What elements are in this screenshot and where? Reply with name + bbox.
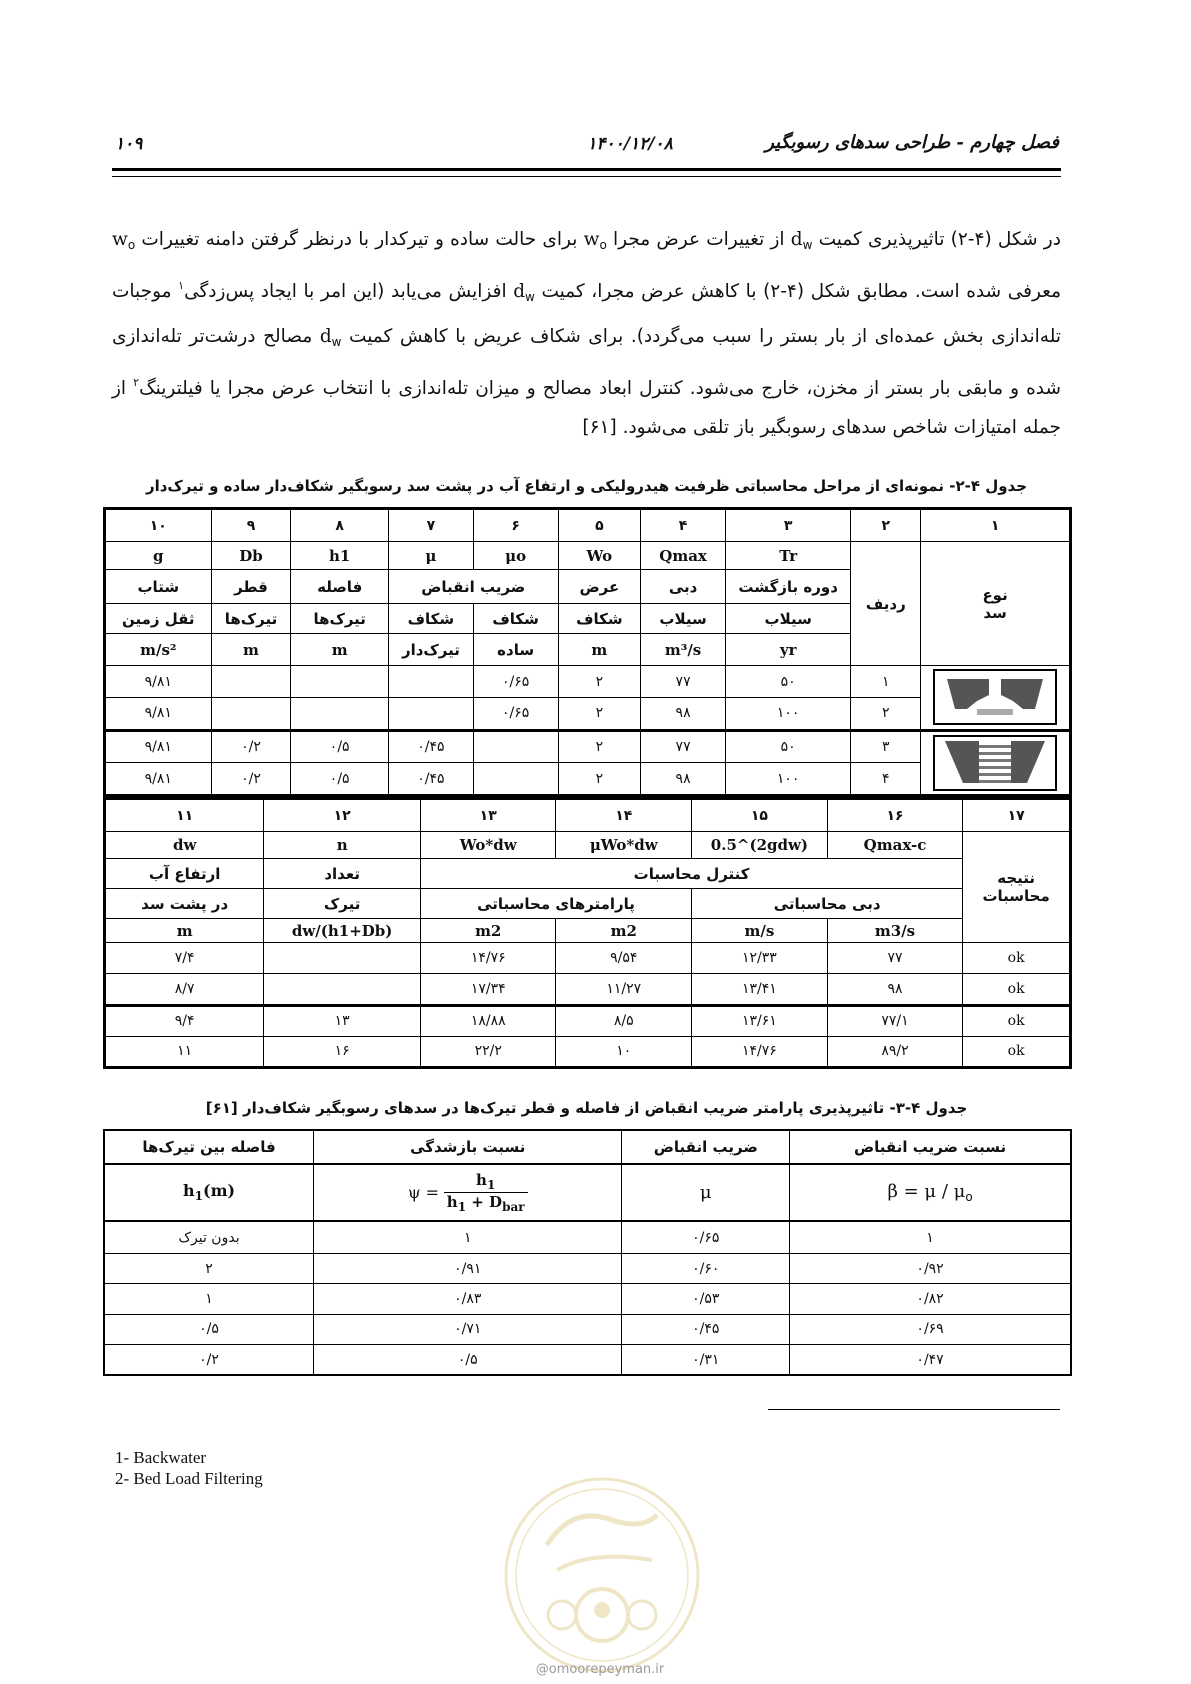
col-number: ۱۰ (105, 509, 212, 542)
table-header-row (104, 1130, 1071, 1164)
table-row (105, 1036, 1071, 1067)
result-label: نتیجه (997, 869, 1036, 888)
table-symbol-row (105, 832, 1071, 859)
symbol-beta: β = μ / μ (887, 1180, 966, 1202)
header-contraction-ratio: نسبت ضریب انقباض (790, 1130, 1071, 1164)
table-cell: ۰/۸۳ (314, 1284, 622, 1314)
table-cell (264, 974, 421, 1005)
header-discharge: دبی (641, 569, 726, 603)
table-cell: ۱۷/۳۴ (420, 974, 556, 1005)
para-text: از تغییرات عرض مجرا (606, 229, 791, 250)
symbol-h1-unit: (m) (203, 1181, 236, 1201)
table-row (104, 1345, 1071, 1375)
table-cell: ۰/۳۱ (622, 1345, 790, 1375)
table-cell: ۰/۷۱ (314, 1314, 622, 1344)
para-text: موجبات تله‌اندازی بخش عمده‌ای از بار بستر را سبب می‌گردد). برای شکاف عریض با کاهش کمیت (112, 280, 1061, 347)
header-contraction-coefficient: ضریب انقباض (389, 569, 559, 603)
header-return-period: دوره بازگشت (725, 569, 850, 603)
header-gravity: شتاب (105, 569, 212, 603)
table-cell: ۱ (851, 666, 921, 698)
page-number: ۱۰۹ (115, 134, 143, 154)
header-simple-slot: ساده (473, 634, 558, 666)
symbol-dw: d (319, 326, 332, 347)
header-rule (112, 168, 1061, 177)
formula-psi (314, 1164, 622, 1222)
symbol-h1: h1 (291, 542, 389, 570)
footnote-ref-1[interactable]: ۱ (178, 278, 185, 292)
table-header-row (105, 859, 1071, 889)
header-beam-count: تعداد (264, 859, 421, 889)
unit-cell: m2 (420, 919, 556, 943)
table-cell: ۱۳ (264, 1005, 421, 1036)
header-computed-flow: دبی محاسباتی (692, 889, 963, 919)
table-cell: ۷۷/۱ (827, 1005, 962, 1036)
symbol-mu: μ (389, 542, 474, 570)
para-text: برای حالت ساده و تیرکدار با درنظر گرفتن دامنه تغییرات (135, 229, 584, 250)
table-cell: ۱۶ (264, 1036, 421, 1067)
header-computed-parameters: پارامترهای محاسباتی (420, 889, 691, 919)
table-cell: ۸/۵ (556, 1005, 692, 1036)
header-width: شکاف (558, 604, 641, 634)
table-cell: ۰/۲ (104, 1345, 314, 1375)
table-cell (389, 666, 474, 698)
table-cell: ۰/۸۲ (790, 1284, 1071, 1314)
header-simple-slot: شکاف (473, 604, 558, 634)
symbol-dw-sub: w (525, 289, 535, 304)
result-header (963, 832, 1071, 943)
table-cell: ۱۸/۸۸ (420, 1005, 556, 1036)
table-cell: ۹/۸۱ (105, 698, 212, 730)
header-return-period: سیلاب (725, 604, 850, 634)
header-beam-slot: شکاف (389, 604, 474, 634)
formula-beta (790, 1164, 1071, 1222)
num-sub: 1 (486, 1177, 496, 1192)
symbol-wo-sub: o (127, 238, 136, 252)
result-label: محاسبات (982, 887, 1050, 906)
table-4-3 (103, 1129, 1072, 1376)
watermark-url: @omoorepeyman.ir (535, 1662, 665, 1677)
fraction (444, 1171, 528, 1214)
col-number: ۱۱ (105, 799, 264, 832)
symbol-dw-sub: w (331, 335, 342, 349)
chapter-title: فصل چهارم - طراحی سدهای رسوبگیر (765, 132, 1059, 153)
header-beam-count: تیرک (264, 889, 421, 919)
header-opening-ratio: نسبت بازشدگی (314, 1130, 622, 1164)
dam-type-label: سد (983, 603, 1007, 622)
symbol-db: Db (211, 542, 291, 570)
table-cell: ۹/۸۱ (105, 666, 212, 698)
col-number: ۱۵ (692, 799, 828, 832)
unit-cell: m/s² (105, 634, 212, 666)
table-4-3-caption: جدول ۴-۳- تاثیرپذیری پارامتر ضریب انقباض از فاصله و قطر تیرک‌ها در سدهای رسوبگیر شکاف‌دار [۶۱] (205, 1099, 968, 1117)
table-cell: ۲ (558, 698, 641, 730)
col-number: ۴ (641, 509, 726, 542)
table-cell: ۰/۴۵ (389, 763, 474, 796)
para-text: مصالح درشت‌تر تله‌اندازی شده و مابقی بار بستر از مخزن، خارج می‌شود. کنترل ابعاد مصالح و میزان تله‌اندازی با انتخاب عرض مجرا یا فیلترینگ (112, 326, 1061, 399)
header-water-depth: ارتفاع آب (105, 859, 264, 889)
dam-type-header (921, 542, 1071, 666)
table-cell: ۱۳/۶۱ (692, 1005, 828, 1036)
col-number: ۵ (558, 509, 641, 542)
table-cell: ۱۴/۷۶ (420, 943, 556, 974)
table-cell: ۰/۵ (291, 763, 389, 796)
table-cell: ۷۷ (641, 666, 726, 698)
table-cell: ۹۸ (641, 763, 726, 796)
symbol-dw: dw (105, 832, 264, 859)
unit-cell: yr (725, 634, 850, 666)
col-number: ۱۲ (264, 799, 421, 832)
table-cell: ok (963, 974, 1071, 1005)
header-beam-slot: تیرک‌دار (389, 634, 474, 666)
symbol-dw-sub: w (802, 238, 813, 252)
table-cell: ۰/۹۲ (790, 1254, 1071, 1284)
table-cell: ۹/۸۱ (105, 763, 212, 796)
table-cell: بدون تیرک (104, 1221, 314, 1253)
header-spacing: فاصله (291, 569, 389, 603)
header-diameter: قطر (211, 569, 291, 603)
symbol-psi: ψ = (407, 1182, 439, 1202)
beam-slit-dam-image (921, 730, 1071, 795)
table-cell: ۱۱/۲۷ (556, 974, 692, 1005)
table-cell: ۱۲/۳۳ (692, 943, 828, 974)
table-cell: ۷۷ (641, 730, 726, 763)
footnote-ref-2[interactable]: ۲ (133, 375, 140, 389)
table-cell: ۱۰۰ (725, 698, 850, 730)
table-cell: ۰/۶۵ (473, 666, 558, 698)
table-4-2-part-1 (103, 507, 1072, 797)
table-cell: ۰/۶۵ (622, 1221, 790, 1253)
col-number: ۷ (389, 509, 474, 542)
symbol-beta-sub: o (965, 1189, 973, 1204)
symbol-wo-sub: o (599, 238, 607, 252)
table-cell (473, 730, 558, 763)
table-cell (389, 698, 474, 730)
table-row (104, 1284, 1071, 1314)
unit-cell: m/s (692, 919, 828, 943)
table-cell: ۱۰ (556, 1036, 692, 1067)
table-cell: ۸۹/۲ (827, 1036, 962, 1067)
symbol-wo: w (583, 229, 600, 250)
table-cell: ۰/۶۵ (473, 698, 558, 730)
den-h: h (446, 1192, 458, 1211)
table-symbol-row (104, 1164, 1071, 1222)
table-cell: ۰/۵ (314, 1345, 622, 1375)
unit-cell: m (211, 634, 291, 666)
table-cell: ۰/۵۳ (622, 1284, 790, 1314)
body-paragraph (112, 220, 1061, 448)
symbol-qmax: Qmax (641, 542, 726, 570)
symbol-mu-wo-dw: μWo*dw (556, 832, 692, 859)
table-cell: ۹/۸۱ (105, 730, 212, 763)
table-cell: ۷/۴ (105, 943, 264, 974)
footnote-1: 1- Backwater (115, 1448, 207, 1467)
col-number: ۱۶ (827, 799, 962, 832)
table-cell: ۰/۴۵ (389, 730, 474, 763)
table-4-2-part-2 (103, 797, 1072, 1069)
den-sub: 1 (457, 1199, 467, 1214)
symbol-wo: Wo (558, 542, 641, 570)
header-width: عرض (558, 569, 641, 603)
table-header-row (105, 889, 1071, 919)
table-cell: ۲ (851, 698, 921, 730)
symbol-qmax-c: Qmax-c (827, 832, 962, 859)
para-text: معرفی شده است. مطابق شکل (۴-۲) با کاهش عرض مجرا، کمیت (534, 280, 1062, 302)
table-header-row (105, 509, 1071, 542)
table-cell: ۳ (851, 730, 921, 763)
table-row (105, 974, 1071, 1005)
unit-cell: m (558, 634, 641, 666)
symbol-wo: w (112, 229, 128, 250)
table-row (104, 1314, 1071, 1344)
table-row (105, 943, 1071, 974)
symbol-h1: h (183, 1181, 195, 1201)
table-cell: ۱۰۰ (725, 763, 850, 796)
table-cell: ۲ (558, 666, 641, 698)
symbol-h1-sub: 1 (194, 1189, 203, 1204)
table-row (104, 1221, 1071, 1253)
unit-cell: m³/s (641, 634, 726, 666)
header-contraction-coefficient: ضریب انقباض (622, 1130, 790, 1164)
table-cell: ۹/۴ (105, 1005, 264, 1036)
table-cell: ۰/۶۹ (790, 1314, 1071, 1344)
para-text: از جمله امتیازات شاخص سدهای رسوبگیر باز تلقی می‌شود. [۶۱] (112, 377, 1061, 438)
col-number: ۱۷ (963, 799, 1071, 832)
header-calculation-control: کنترل محاسبات (420, 859, 962, 889)
table-cell: ۹۸ (641, 698, 726, 730)
table-cell: ۱ (790, 1221, 1071, 1253)
beam-dam-diagram-icon (933, 735, 1057, 791)
watermark-seal-logo (502, 1475, 702, 1675)
header-date: ۱۴۰۰/۱۲/۰۸ (587, 134, 673, 154)
table-cell: ۰/۵ (291, 730, 389, 763)
table-cell: ۵۰ (725, 666, 850, 698)
col-number: ۹ (211, 509, 291, 542)
table-cell: ۰/۲ (211, 730, 291, 763)
table-cell: ۲ (558, 730, 641, 763)
table-cell (291, 666, 389, 698)
table-symbol-row (105, 542, 1071, 570)
table-cell: ۵۰ (725, 730, 850, 763)
symbol-tr: Tr (725, 542, 850, 570)
fraction-numerator (444, 1171, 528, 1193)
fraction-denominator (444, 1193, 528, 1214)
simple-slit-dam-image (921, 666, 1071, 730)
table-cell: ۰/۲ (211, 763, 291, 796)
table-cell: ۹/۵۴ (556, 943, 692, 974)
table-cell: ok (963, 1036, 1071, 1067)
table-cell: ۲ (558, 763, 641, 796)
table-unit-row (105, 919, 1071, 943)
col-number: ۶ (473, 509, 558, 542)
table-cell: ۱۴/۷۶ (692, 1036, 828, 1067)
symbol-dw: d (790, 229, 803, 250)
col-number: ۲ (851, 509, 921, 542)
table-cell: ۱ (104, 1284, 314, 1314)
table-cell: ۸/۷ (105, 974, 264, 1005)
symbol-g: g (105, 542, 212, 570)
table-cell: ۰/۹۱ (314, 1254, 622, 1284)
symbol-mu: μ (622, 1164, 790, 1222)
table-header-row (105, 799, 1071, 832)
table-cell: ۷۷ (827, 943, 962, 974)
unit-cell: m (105, 919, 264, 943)
unit-cell: m2 (556, 919, 692, 943)
table-cell: ۰/۴۷ (790, 1345, 1071, 1375)
table-cell: ۹۸ (827, 974, 962, 1005)
header-spacing: تیرک‌ها (291, 604, 389, 634)
table-row (104, 1254, 1071, 1284)
symbol-dw: d (513, 280, 526, 302)
table-cell: ok (963, 1005, 1071, 1036)
row-number-header: ردیف (851, 542, 921, 666)
header-gravity: ثقل زمین (105, 604, 212, 634)
table-cell: ۱ (314, 1221, 622, 1253)
table-cell: ۴ (851, 763, 921, 796)
col-number: ۱۴ (556, 799, 692, 832)
symbol-n: n (264, 832, 421, 859)
table-cell (473, 763, 558, 796)
table-cell (211, 666, 291, 698)
para-text: در شکل (۴-۲) تاثیرپذیری کمیت (812, 229, 1061, 250)
table-cell (264, 943, 421, 974)
den-plus: + D (466, 1192, 503, 1211)
table-cell: ۱۳/۴۱ (692, 974, 828, 1005)
header-discharge: سیلاب (641, 604, 726, 634)
table-row (105, 666, 1071, 698)
dam-type-label: نوع (982, 585, 1008, 604)
symbol-wo-dw: Wo*dw (420, 832, 556, 859)
table-cell: ۰/۶۰ (622, 1254, 790, 1284)
table-cell: ok (963, 943, 1071, 974)
footnote-2: 2- Bed Load Filtering (115, 1469, 263, 1488)
num-h: h (476, 1170, 487, 1189)
col-number: ۳ (725, 509, 850, 542)
header-diameter: تیرک‌ها (211, 604, 291, 634)
header-beam-spacing: فاصله بین تیرک‌ها (104, 1130, 314, 1164)
table-cell: ۰/۴۵ (622, 1314, 790, 1344)
col-number: ۸ (291, 509, 389, 542)
unit-cell: m (291, 634, 389, 666)
col-number: ۱ (921, 509, 1071, 542)
table-row (105, 1005, 1071, 1036)
para-text: افزایش می‌یابد (این امر با ایجاد پس‌زدگی (184, 280, 514, 302)
table-cell (291, 698, 389, 730)
table-cell: ۲۲/۲ (420, 1036, 556, 1067)
table-4-2-caption: جدول ۴-۲- نمونه‌ای از مراحل محاسباتی ظرفیت هیدرولیکی و ارتفاع آب در پشت سد رسوبگیر شکاف‌دار ساده و تیرک‌دار (145, 477, 1028, 495)
unit-cell: dw/(h1+Db) (264, 919, 421, 943)
den-sub-bar: bar (502, 1199, 525, 1214)
table-row (105, 730, 1071, 763)
table-cell (211, 698, 291, 730)
table-cell: ۱۱ (105, 1036, 264, 1067)
table-cell: ۲ (104, 1254, 314, 1284)
slit-dam-diagram-icon (933, 669, 1057, 725)
unit-cell: m3/s (827, 919, 962, 943)
formula-h1 (104, 1164, 314, 1222)
footnote-rule (768, 1409, 1060, 1410)
table-cell: ۰/۵ (104, 1314, 314, 1344)
col-number: ۱۳ (420, 799, 556, 832)
symbol-mu0: μo (473, 542, 558, 570)
header-water-depth: در پشت سد (105, 889, 264, 919)
symbol-velocity: (2gdw)^0.5 (692, 832, 828, 859)
